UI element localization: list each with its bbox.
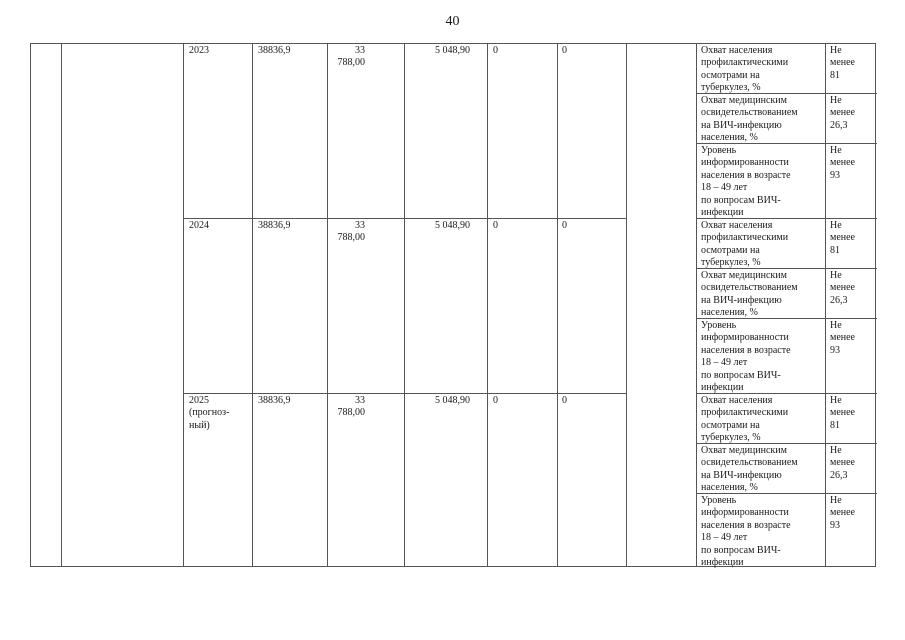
value-c-cell: 0: [493, 395, 498, 406]
column-rule: [696, 44, 697, 566]
indicator-value: Не менее 26,3: [830, 95, 855, 131]
indicator-name: Уровень информированности населения в возрасте 18 – 49 лет по вопросам ВИЧ- инфекции: [701, 320, 791, 394]
indicator-name: Уровень информированности населения в возрасте 18 – 49 лет по вопросам ВИЧ- инфекции: [701, 495, 791, 569]
indicator-name: Охват населения профилактическими осмотрами на туберкулез, %: [701, 220, 789, 269]
indicator-value: Не менее 93: [830, 495, 855, 531]
indicator-value: Не менее 93: [830, 320, 855, 356]
value-d-cell: 0: [562, 45, 567, 56]
budget-a-cell: 33 788,00: [337, 220, 365, 244]
total-cell: 38836,9: [258, 45, 291, 56]
budget-a-cell: 33 788,00: [337, 45, 365, 69]
indicator-value: Не менее 81: [830, 45, 855, 81]
value-c-cell: 0: [493, 220, 498, 231]
year-cell: 2024: [189, 220, 209, 231]
column-rule: [487, 44, 488, 566]
total-cell: 38836,9: [258, 395, 291, 406]
column-rule: [61, 44, 62, 566]
row-rule: [183, 393, 626, 394]
page-number: 40: [445, 14, 460, 29]
column-rule: [183, 44, 184, 566]
indicator-value: Не менее 26,3: [830, 270, 855, 306]
indicator-value: Не менее 81: [830, 395, 855, 431]
year-cell: 2023: [189, 45, 209, 56]
indicator-value: Не менее 93: [830, 145, 855, 181]
indicator-name: Охват медицинским освидетельствованием на ВИЧ-инфекцию населения, %: [701, 270, 798, 319]
indicator-name: Уровень информированности населения в возрасте 18 – 49 лет по вопросам ВИЧ- инфекции: [701, 145, 791, 219]
program-table: [30, 43, 876, 567]
indicator-name: Охват населения профилактическими осмотрами на туберкулез, %: [701, 45, 789, 94]
total-cell: 38836,9: [258, 220, 291, 231]
indicator-value: Не менее 81: [830, 220, 855, 256]
column-rule: [404, 44, 405, 566]
indicator-value: Не менее 26,3: [830, 445, 855, 481]
column-rule: [626, 44, 627, 566]
column-rule: [557, 44, 558, 566]
indicator-name: Охват медицинским освидетельствованием на ВИЧ-инфекцию населения, %: [701, 445, 798, 494]
value-d-cell: 0: [562, 395, 567, 406]
budget-b-cell: 5 048,90: [435, 220, 470, 231]
value-c-cell: 0: [493, 45, 498, 56]
indicator-name: Охват населения профилактическими осмотрами на туберкулез, %: [701, 395, 789, 444]
row-rule: [183, 218, 626, 219]
budget-b-cell: 5 048,90: [435, 45, 470, 56]
year-cell: 2025 (прогноз- ный): [189, 395, 230, 431]
column-rule: [825, 44, 826, 566]
budget-a-cell: 33 788,00: [337, 395, 365, 419]
indicator-name: Охват медицинским освидетельствованием на ВИЧ-инфекцию населения, %: [701, 95, 798, 144]
value-d-cell: 0: [562, 220, 567, 231]
column-rule: [252, 44, 253, 566]
budget-b-cell: 5 048,90: [435, 395, 470, 406]
column-rule: [327, 44, 328, 566]
